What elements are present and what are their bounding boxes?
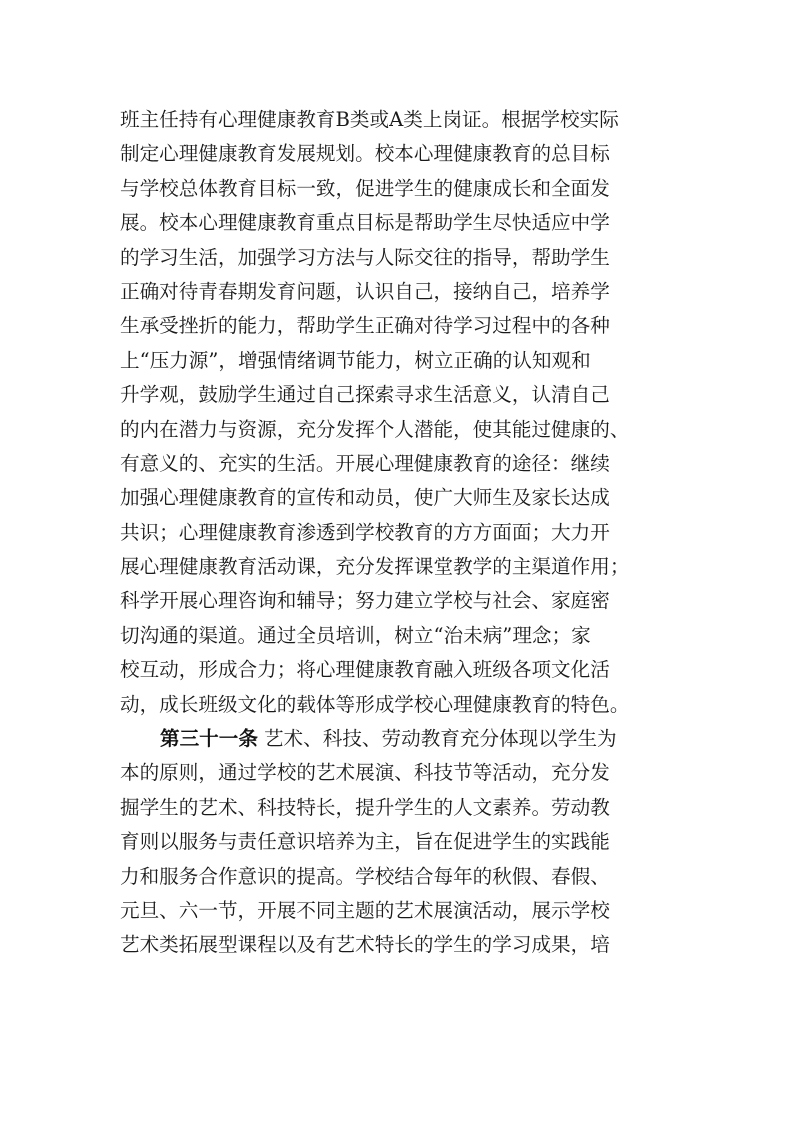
paragraph-line: 展心理健康教育活动课，充分发挥课堂教学的主渠道作用； [120, 555, 630, 579]
article-31-first-line-text: 艺术、科技、劳动教育充分体现以学生为 [263, 727, 617, 751]
paragraph-line: 育则以服务与责任意识培养为主，旨在促进学生的实践能 [120, 830, 610, 854]
paragraph-line: 升学观，鼓励学生通过自己探索寻求生活意义，认清自己 [120, 383, 610, 407]
paragraph-line: 掘学生的艺术、科技特长，提升学生的人文素养。劳动教 [120, 795, 610, 819]
paragraph-line: 科学开展心理咨询和辅导；努力建立学校与社会、家庭密 [120, 589, 610, 613]
paragraph-line: 有意义的、充实的生活。开展心理健康教育的途径：继续 [120, 451, 610, 475]
paragraph-line: 力和服务合作意识的提高。学校结合每年的秋假、春假、 [120, 864, 610, 888]
paragraph-line: 展。校本心理健康教育重点目标是帮助学生尽快适应中学 [120, 211, 610, 235]
paragraph-line: 的学习生活，加强学习方法与人际交往的指导，帮助学生 [120, 245, 610, 269]
paragraph-line: 元旦、六一节，开展不同主题的艺术展演活动，展示学校 [120, 898, 610, 922]
paragraph-line: 加强心理健康教育的宣传和动员，使广大师生及家长达成 [120, 486, 610, 510]
paragraph-line: 艺术类拓展型课程以及有艺术特长的学生的学习成果，培 [120, 933, 610, 957]
paragraph-line: 的内在潜力与资源，充分发挥个人潜能，使其能过健康的、 [120, 417, 630, 441]
paragraph-line: 正确对待青春期发育问题，认识自己，接纳自己，培养学 [120, 279, 610, 303]
document-body [120, 103, 680, 963]
paragraph-line: 共识；心理健康教育渗透到学校教育的方方面面；大力开 [120, 520, 610, 544]
paragraph-line: 班主任持有心理健康教育B类或A类上岗证。根据学校实际 [120, 108, 619, 131]
paragraph-line: 校互动，形成合力；将心理健康教育融入班级各项文化活 [120, 658, 610, 682]
article-heading: 第三十一条 [160, 727, 258, 751]
paragraph-line: 切沟通的渠道。通过全员培训，树立“治未病”理念；家 [120, 623, 591, 647]
paragraph-line: 上“压力源”，增强情绪调节能力，树立正确的认知观和 [120, 348, 591, 372]
paragraph-line: 本的原则，通过学校的艺术展演、科技节等活动，充分发 [120, 761, 610, 785]
paragraph-line: 制定心理健康教育发展规划。校本心理健康教育的总目标 [120, 142, 610, 166]
article-31-first-line [120, 722, 680, 756]
paragraph-line: 动，成长班级文化的载体等形成学校心理健康教育的特色。 [120, 692, 630, 716]
paragraph-line: 生承受挫折的能力，帮助学生正确对待学习过程中的各种 [120, 314, 610, 338]
paragraph-line: 与学校总体教育目标一致，促进学生的健康成长和全面发 [120, 176, 610, 200]
